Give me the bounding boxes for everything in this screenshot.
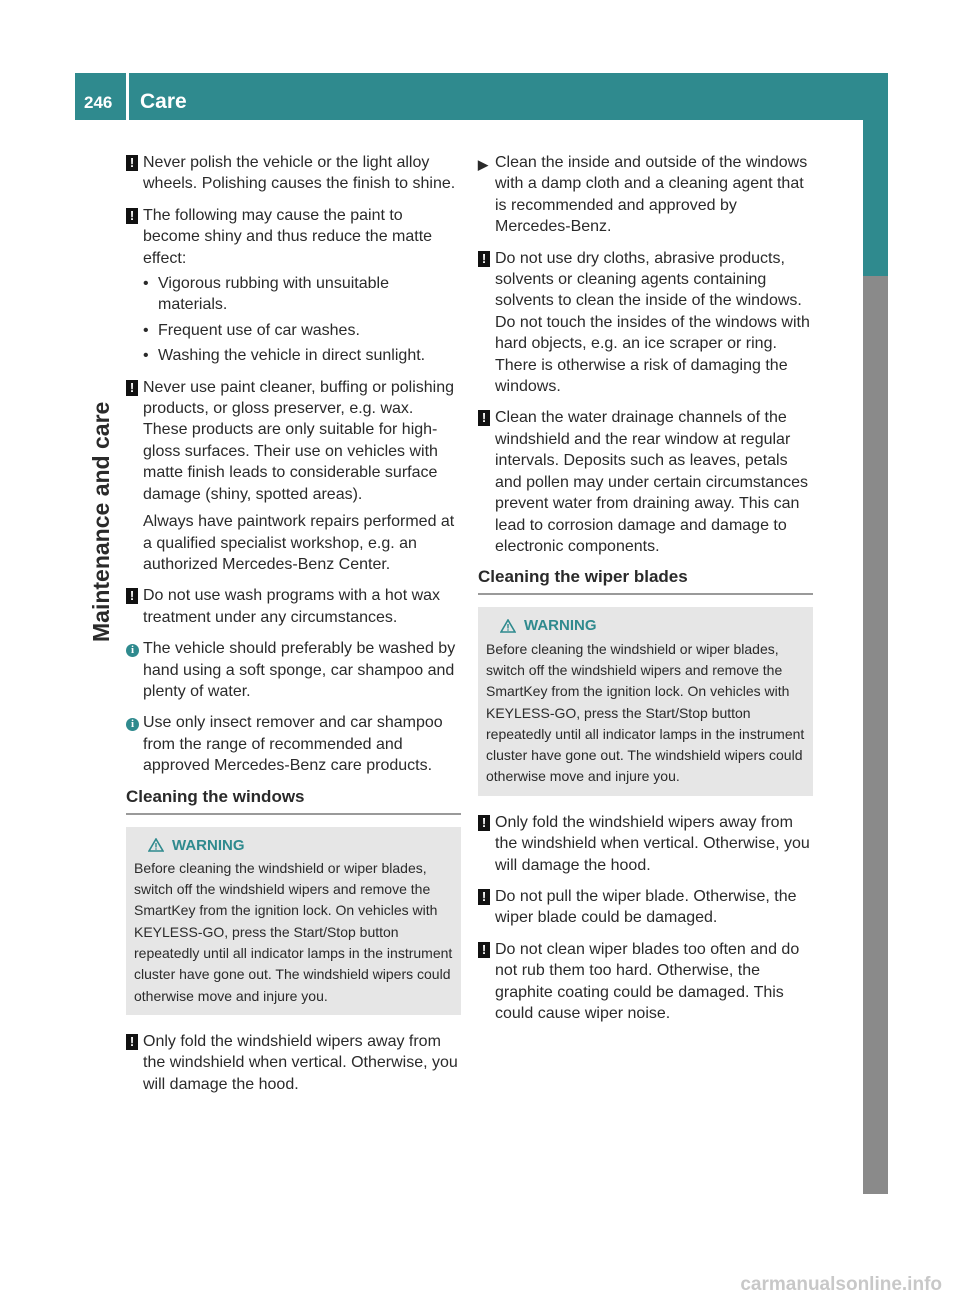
section-title: Care	[140, 90, 187, 113]
caution-item	[478, 886, 813, 929]
section-heading: Cleaning the windows	[126, 787, 461, 815]
side-bar	[863, 120, 888, 1194]
warning-triangle-icon	[500, 619, 516, 633]
info-item	[126, 712, 461, 776]
caution-item	[126, 205, 461, 367]
info-circle-icon: i	[126, 644, 139, 657]
caution-text: Never polish the vehicle or the light alloy wheels. Polishing causes the finish to shine.	[143, 154, 456, 193]
exclamation-box-icon: !	[478, 251, 490, 267]
info-text: The vehicle should preferably be washed by hand using a soft sponge, car shampoo and plenty of water.	[143, 640, 456, 700]
bullet-list	[143, 273, 461, 367]
exclamation-box-icon: !	[126, 208, 138, 224]
exclamation-box-icon: !	[478, 889, 490, 905]
footer-watermark: carmanualsonline.info	[740, 1274, 942, 1295]
step-text: Clean the inside and outside of the windows with a damp cloth and a cleaning agent that is recommended and approved by Mercedes-Benz.	[495, 154, 808, 236]
caution-extra-text: Always have paintwork repairs performed at a qualified specialist workshop, e.g. an authorized Mercedes-Benz Center.	[143, 513, 455, 573]
arrow-right-icon: ▶	[478, 157, 488, 172]
caution-item	[126, 585, 461, 628]
caution-item	[478, 407, 813, 557]
list-item: • Frequent use of car washes.	[143, 321, 360, 339]
step-item	[478, 152, 813, 238]
caution-item	[478, 812, 813, 876]
warning-triangle-icon	[148, 838, 164, 852]
page-header	[75, 73, 888, 120]
caution-item	[126, 1031, 461, 1095]
exclamation-box-icon: !	[126, 155, 138, 171]
warning-box	[126, 827, 461, 1015]
exclamation-box-icon: !	[478, 815, 490, 831]
caution-item	[126, 377, 461, 576]
section-heading: Cleaning the wiper blades	[478, 567, 813, 595]
warning-text: Before cleaning the windshield or wiper blades, switch off the windshield wipers and remove the SmartKey from the ignition lock. On vehicles with KEYLESS-GO, press the Start/Stop button repeatedly until all indicator lamps in the instrument cluster have gone out. The windshield wipers could otherwise move and injure you.	[486, 640, 805, 785]
info-circle-icon: i	[126, 718, 139, 731]
warning-title: WARNING	[524, 617, 597, 635]
header-divider	[126, 73, 129, 120]
caution-text: Do not clean wiper blades too often and do not rub them too hard. Otherwise, the graphite coating could be damaged. This could cause wiper noise.	[495, 940, 800, 1022]
info-text: Use only insect remover and car shampoo from the range of recommended and approved Mercedes-Benz care products.	[143, 714, 443, 775]
page-number: 246	[84, 93, 113, 112]
info-item	[126, 638, 461, 702]
caution-text: Do not use dry cloths, abrasive products, solvents or cleaning agents containing solvents to clean the inside of the windows. Do not touch the insides of the windows with hard objects, e.g. an ice scraper or ring. There is otherwise a risk of damaging the windows.	[495, 249, 810, 396]
caution-text: Only fold the windshield wipers away from the windshield when vertical. Otherwise, you will damage the hood.	[495, 813, 810, 874]
exclamation-box-icon: !	[478, 942, 490, 958]
caution-item	[126, 152, 461, 195]
warning-text: Before cleaning the windshield or wiper blades, switch off the windshield wipers and remove the SmartKey from the ignition lock. On vehicles with KEYLESS-GO, press the Start/Stop button repeatedly until all indicator lamps in the instrument cluster have gone out. The windshield wipers could otherwise move and injure you.	[134, 859, 453, 1004]
list-item: • Vigorous rubbing with unsuitable materials.	[143, 275, 389, 314]
caution-text: The following may cause the paint to become shiny and thus reduce the matte effect:	[143, 206, 433, 267]
caution-item	[478, 248, 813, 398]
side-tab	[863, 120, 888, 276]
caution-text: Do not use wash programs with a hot wax treatment under any circumstances.	[143, 587, 441, 626]
exclamation-box-icon: !	[126, 588, 138, 604]
exclamation-box-icon: !	[126, 380, 138, 396]
caution-text: Clean the water drainage channels of the windshield and the rear window at regular intervals. Deposits such as leaves, petals and pollen may under certain circumstances prevent water from draining away. This can lead to corrosion damage and damage to electronic components.	[495, 409, 809, 555]
side-tab-label: Maintenance and care	[88, 401, 114, 642]
caution-text: Do not pull the wiper blade. Otherwise, the wiper blade could be damaged.	[495, 887, 797, 927]
exclamation-box-icon: !	[126, 1034, 138, 1050]
warning-title: WARNING	[172, 836, 245, 854]
right-column	[478, 152, 813, 1034]
caution-item	[478, 939, 813, 1025]
left-column	[126, 152, 461, 1105]
caution-text: Only fold the windshield wipers away from the windshield when vertical. Otherwise, you will damage the hood.	[143, 1032, 458, 1093]
warning-box	[478, 607, 813, 795]
caution-text: Never use paint cleaner, buffing or polishing products, or gloss preserver, e.g. wax. These products are only suitable for high-gloss surfaces. Their use on vehicles with matte finish leads to considerable surface damage (shiny, spotted areas).	[143, 378, 455, 503]
exclamation-box-icon: !	[478, 410, 490, 426]
list-item: • Washing the vehicle in direct sunlight.	[143, 347, 426, 365]
